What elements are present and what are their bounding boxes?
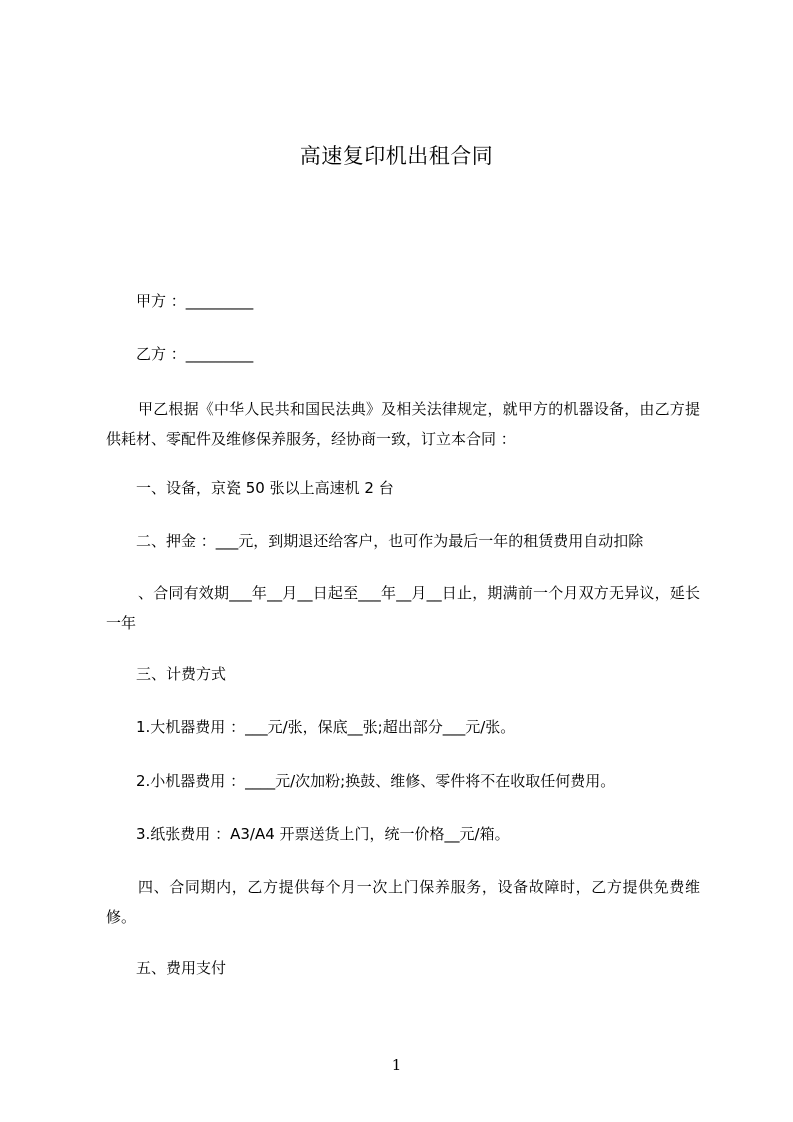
clause-5-payment-heading: 五、费用支付 [136,959,227,977]
intro-paragraph: 甲乙根据《中华人民共和国民法典》及相关法律规定，就甲方的机器设备，由乙方提供耗材、零配件及维修保养服务，经协商一致，订立本合同 ： [106,400,700,448]
clause-3-2-small-machine: 2.小机器费用 ：____元/次加粉;换鼓、维修、零件将不在收取任何费用。 [136,772,616,790]
clause-4-maintenance: 四、合同期内，乙方提供每个月一次上门保养服务，设备故障时，乙方提供免费维修。 [106,878,700,926]
clause-1-equipment: 一、设备，京瓷 50 张以上高速机 2 台 [136,479,394,497]
clause-3-billing-heading: 三、计费方式 [136,665,227,683]
clause-term-validity: 、合同有效期___年__月__日起至___年__月__日止，期满前一个月双方无异议，延长一年 [106,584,700,632]
clause-2-deposit: 二、押金 ：___元，到期退还给客户，也可作为最后一年的租赁费用自动扣除 [136,532,644,550]
clause-3-3-paper-fee: 3.纸张费用 ：A3/A4 开票送货上门，统一价格__元/箱。 [136,825,510,843]
document-title: 高速复印机出租合同 [299,144,494,168]
page-number: 1 [391,1056,402,1074]
party-a-line: 甲方 ：_________ [136,292,254,310]
clause-3-1-large-machine: 1.大机器费用 ：___元/张，保底__张;超出部分___元/张。 [136,718,516,736]
party-b-line: 乙方 ：_________ [136,345,254,363]
